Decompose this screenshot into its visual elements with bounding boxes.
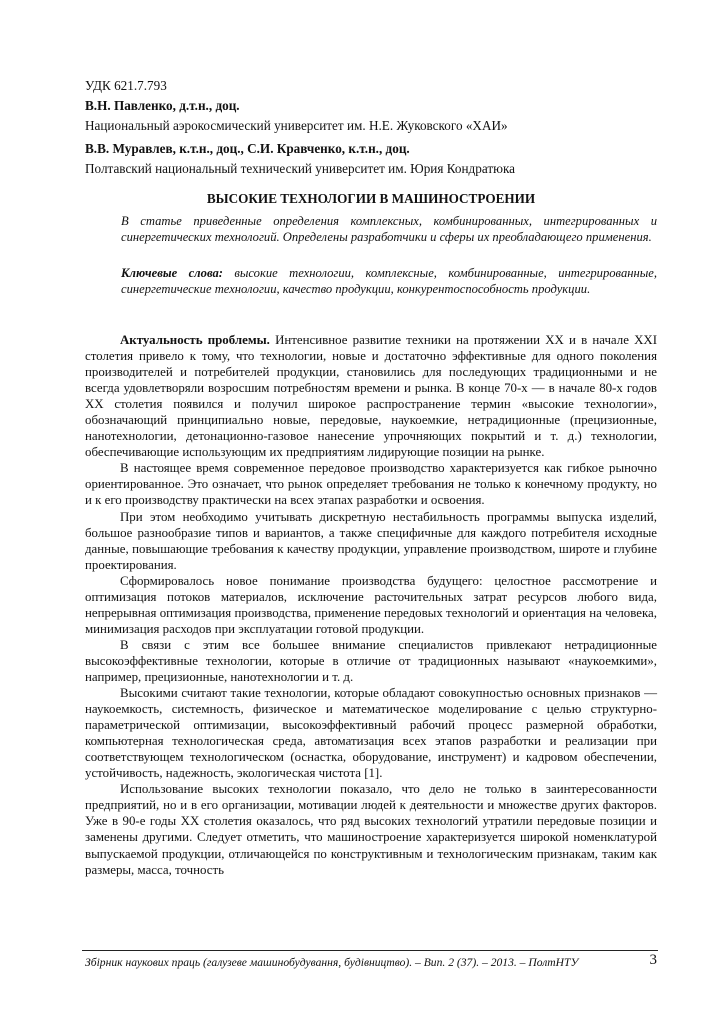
page-number: 3 [649,952,657,968]
journal-footer: Збірник наукових праць (галузеве машинобудування, будівництво). – Вип. 2 (37). – 2013. – ПолтНТУ [85,956,579,969]
paper-title: ВЫСОКИЕ ТЕХНОЛОГИИ В МАШИНОСТРОЕНИИ [206,191,536,206]
keywords [121,265,657,297]
body-text [85,332,657,878]
author-1: В.Н. Павленко, д.т.н., доц. [85,98,240,113]
keywords-list: высокие технологии, комплексные, комбинированные, интегрированные, синергетические технологии, качество продукции, конкурентоспособность продукции. [121,266,658,296]
paragraph-7: Использование высоких технологии показало, что дело не только в заинтересованности предприятий, но и в его организации, мотивации людей к деятельности и множестве других факторов. Уже в 90-е годы XX столетия оказалось, что ряд высоких технологий утратили передовые позиции и заменены другими. Следует отметить, что машиностроение характеризуется широкой номенклатурой выпускаемой продукции, отличающейся по конструктивным и технологическим признакам, таким как размеры, масса, точность [85,782,657,877]
paragraph-2: В настоящее время современное передовое производство характеризуется как гибкое рыночно ориентированное. Это означает, что рынок определяет требования не только к конечному продукту, но и к его производству практически на всех этапах разработки и освоения. [85,461,657,508]
paragraph-5: В связи с этим все большее внимание специалистов привлекают нетрадиционные высокоэффективные технологии, которые в отличие от традиционных называют «наукоемкими», например, прецизионные, нанотехнологии и т. д. [85,637,657,684]
footer-divider [82,950,658,951]
affiliation-2: Полтавский национальный технический университет им. Юрия Кондратюка [85,161,516,176]
udk-code: УДК 621.7.793 [85,78,167,93]
paragraph-4: Сформировалось новое понимание производства будущего: целостное рассмотрение и оптимизация потоков материалов, исключение расточительных затрат ресурсов любого вида, непрерывная оптимизация производства, применение передовых технологий и ориентация на человека, минимизация расходов при эксплуатации готовой продукции. [85,573,657,636]
paragraph-1-text: Интенсивное развитие техники на протяжении XX и в начале XXI столетия привело к тому, что технологии, новые и достаточно эффективные для одного поколения производителей и потребителей продукции, становились для последующих традиционными и не всегда удовлетворяли возросшим потребностям времени и рынка. В конце 70-х — в начале 80-х годов XX столетия появился и получил широкое распространение термин «высокие технологии», обозначающий принципиально новые, передовые, наукоемкие, нетрадиционные (прецизионные, нанотехнологии, детонационно-газовое нанесение упрочняющих покрытий и т. д.) технологии, обеспечивающие использующим их предприятиям лидирующие позиции на рынке. [85,333,657,460]
affiliation-1: Национальный аэрокосмический университет им. Н.Е. Жуковского «ХАИ» [85,118,508,133]
section-lead: Актуальность проблемы. [120,333,270,347]
keywords-label: Ключевые слова: [121,266,223,280]
author-2: В.В. Муравлев, к.т.н., доц., С.И. Кравченко, к.т.н., доц. [85,141,410,156]
abstract-text: В статье приведенные определения комплексных, комбинированных, интегрированных и синергетических технологий. Определены разработчики и сферы их преобладающего применения. [121,214,657,244]
paragraph-3: При этом необходимо учитывать дискретную нестабильность программы выпуска изделий, большое разнообразие типов и вариантов, а также специфичные для каждого потребителя исходные данные, повышающие требования к качеству продукции, управление производством, широте и глубине проектирования. [85,509,657,572]
paragraph-1 [85,332,657,460]
paragraph-6: Высокими считают такие технологии, которые обладают совокупностью основных признаков — наукоемкость, системность, физическое и математическое моделирование с целью структурно-параметрической оптимизации, высокоэффективный рабочий процесс размерной обработки, компьютерная технологическая среда, автоматизация всех этапов разработки и реализации при соответствующем технологическом (оснастка, оборудование, инструмент) и кадровом обеспечении, устойчивость, надежность, экологическая чистота [1]. [85,686,657,781]
